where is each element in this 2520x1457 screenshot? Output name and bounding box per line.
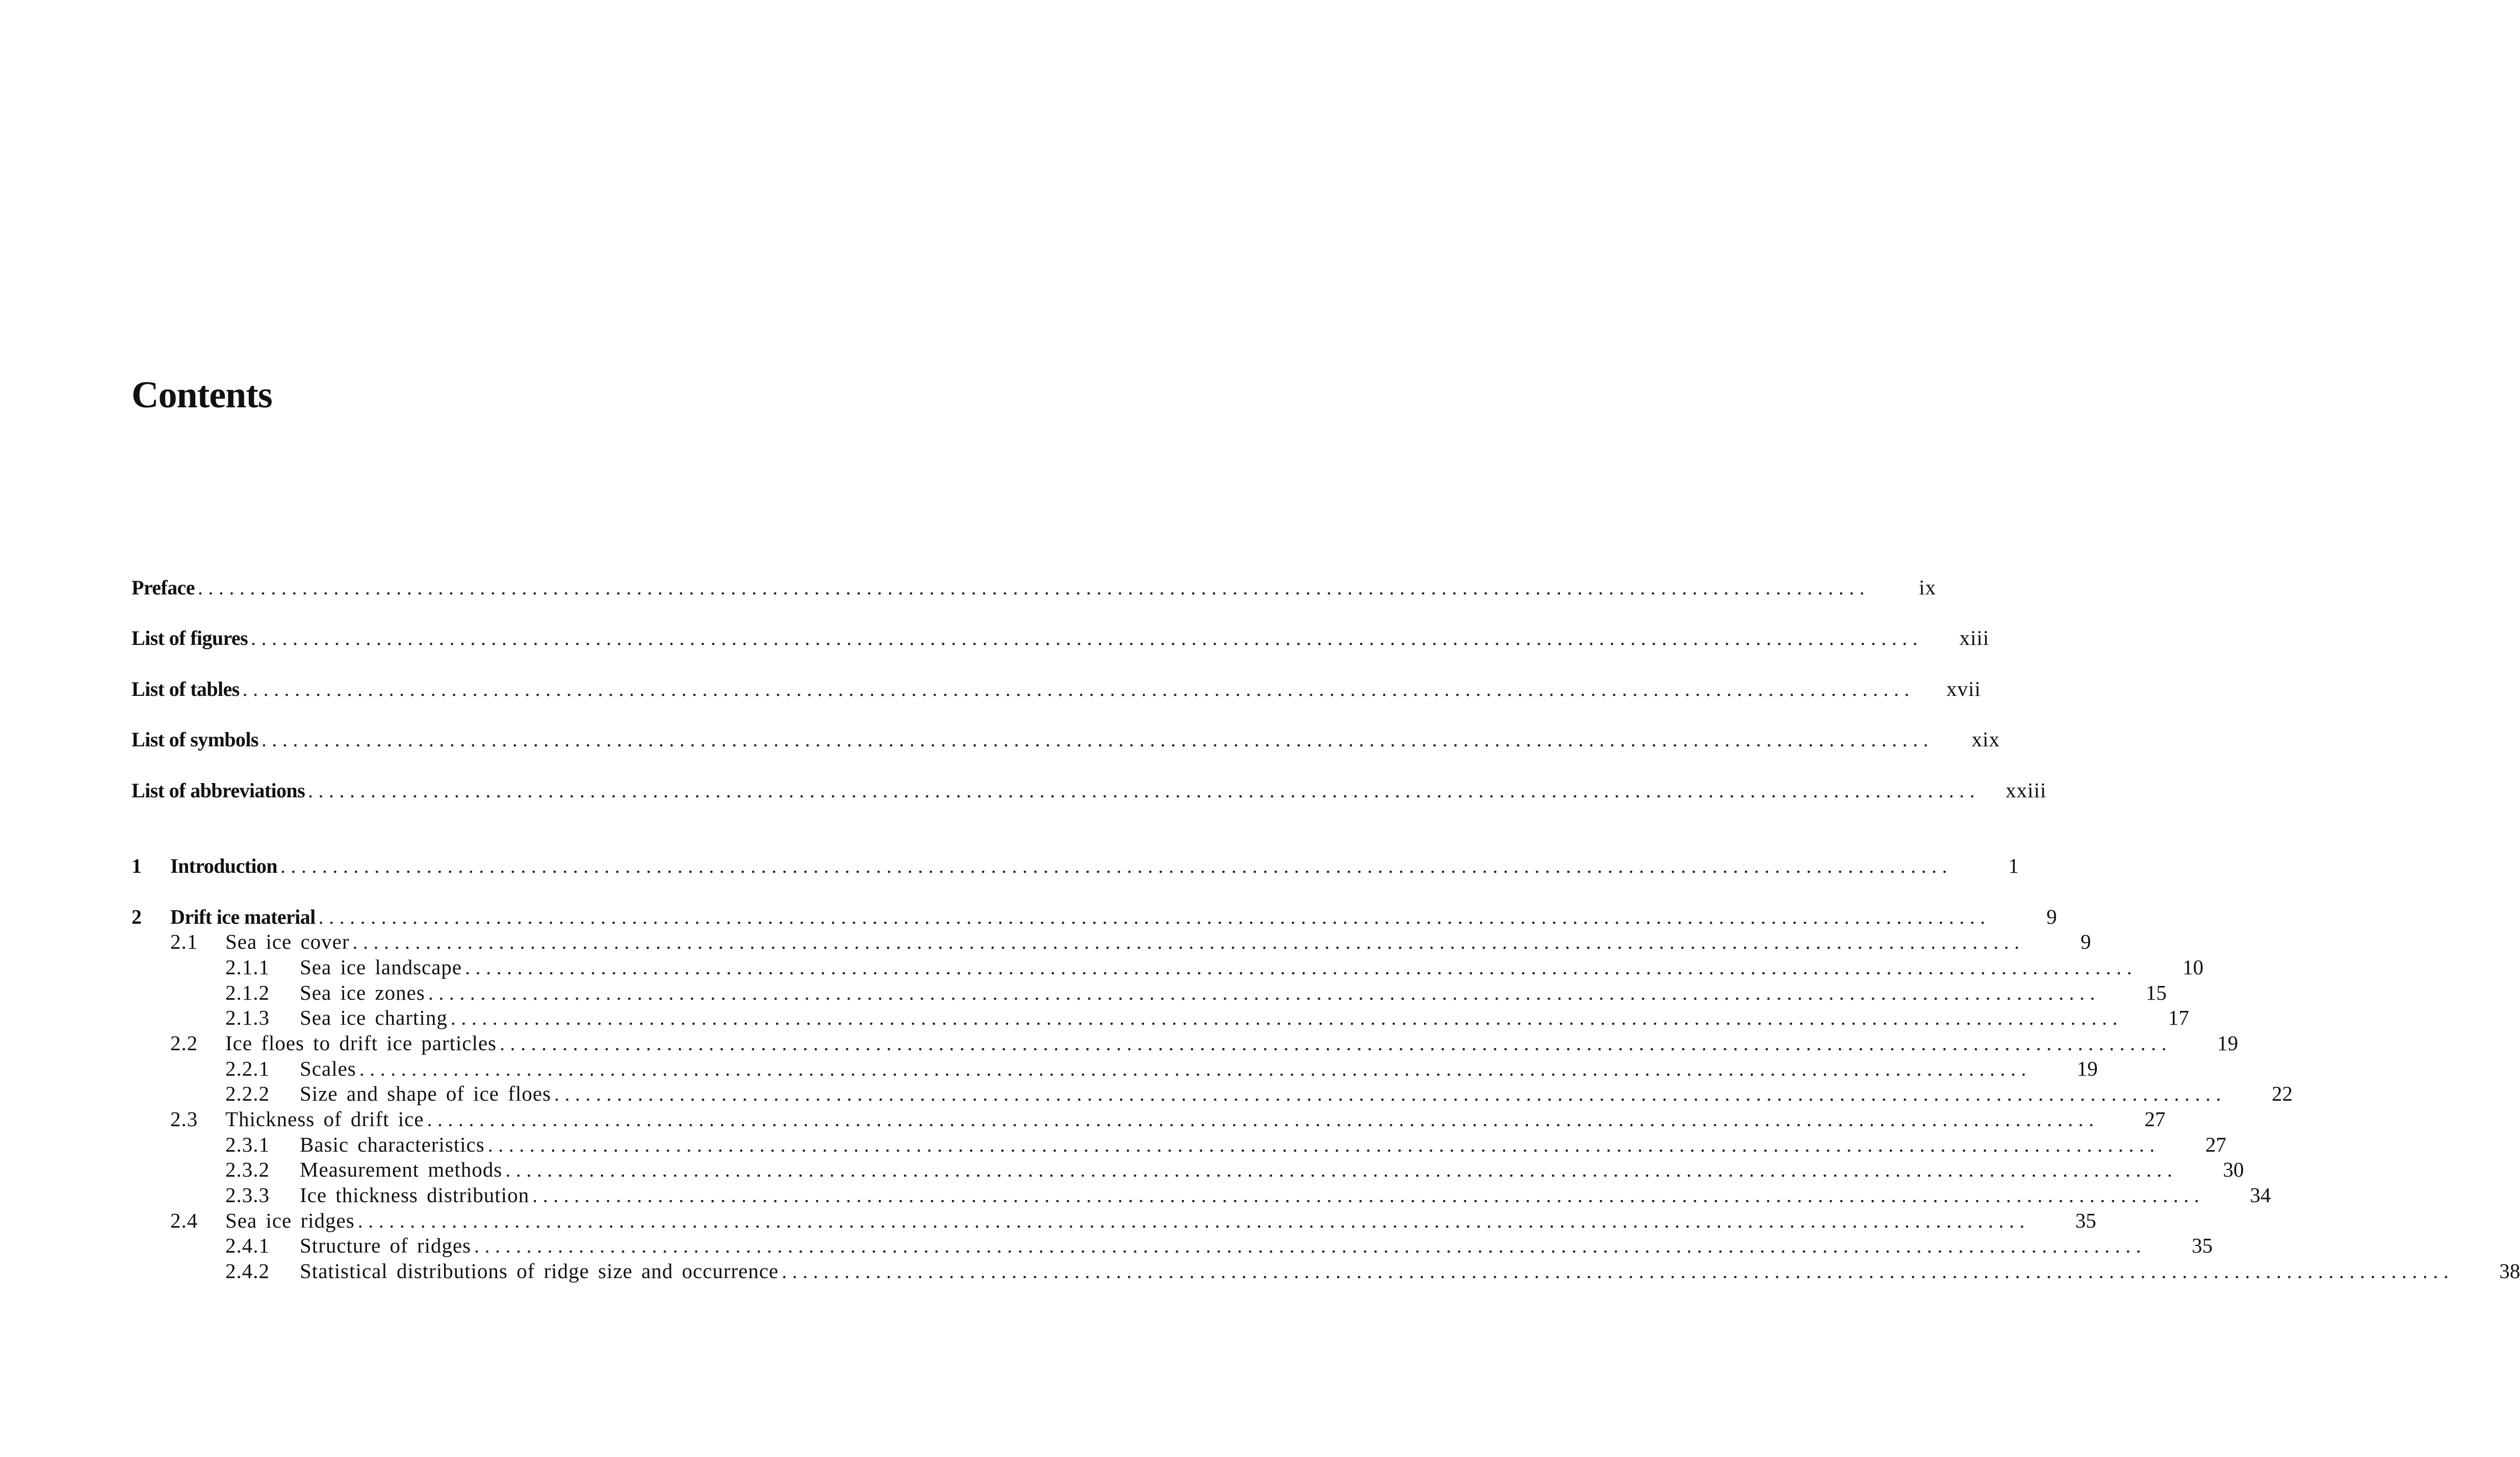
toc-page-number: 38 <box>2499 1259 2520 1283</box>
toc-entry-label: Thickness of drift ice <box>225 1107 424 1131</box>
toc-entry-section[interactable] <box>132 1031 2239 1056</box>
toc-entry-number: 2.3.3 <box>225 1183 270 1207</box>
toc-entry-subsection[interactable] <box>132 1157 2244 1183</box>
toc-page-number: xxiii <box>2006 778 2047 802</box>
toc-entry-preface[interactable] <box>132 575 1936 601</box>
toc-page-number: 27 <box>2205 1133 2226 1156</box>
dot-leader: ................................................................................................................................................................ <box>554 1082 2227 1105</box>
dot-leader: ................................................................................................................................................................ <box>357 1209 2030 1232</box>
toc-entry-label: Structure of ridges <box>300 1234 472 1257</box>
toc-entry-subsection[interactable] <box>132 1056 2098 1082</box>
toc-entry-label: Ice thickness distribution <box>300 1183 530 1207</box>
toc-entry-number: 2.3 <box>170 1107 198 1131</box>
toc-entry-subsection[interactable] <box>132 1259 2520 1284</box>
dot-leader: ................................................................................................................................................................ <box>450 1006 2123 1029</box>
toc-entry-list-of-figures[interactable] <box>132 626 1990 651</box>
toc-entry-label: Size and shape of ice floes <box>300 1082 552 1105</box>
toc-page-number: 35 <box>2075 1209 2096 1232</box>
toc-entry-number: 2.1.2 <box>225 981 270 1004</box>
toc-page-number: ix <box>1918 576 1936 599</box>
dot-leader: ................................................................................................................................................................ <box>308 779 1981 802</box>
toc-entry-label: Sea ice zones <box>300 981 425 1004</box>
toc-entry-label: Sea ice cover <box>225 930 350 953</box>
toc-entry-label: Drift ice material <box>170 905 316 928</box>
toc-page-number: 9 <box>2046 905 2057 928</box>
toc-entry-number: 2.2.1 <box>225 1057 270 1080</box>
toc-entry-subsection[interactable] <box>132 1005 2189 1031</box>
dot-leader: ................................................................................................................................................................ <box>505 1158 2178 1181</box>
toc-page-number: 15 <box>2145 981 2167 1004</box>
toc-entry-label: Measurement methods <box>300 1158 503 1181</box>
toc-entry-number: 2.4.1 <box>225 1234 270 1257</box>
toc-entry-label: List of figures <box>132 627 248 649</box>
toc-entry-label: List of tables <box>132 678 240 700</box>
dot-leader: ................................................................................................................................................................ <box>428 981 2100 1004</box>
toc-entry-number: 2.2 <box>170 1031 198 1055</box>
toc-entry-number: 2.3.1 <box>225 1133 270 1156</box>
toc-entry-number: 2.1.3 <box>225 1006 270 1029</box>
toc-entry-label: Introduction <box>170 854 277 877</box>
toc-entry-subsection[interactable] <box>132 1183 2271 1208</box>
dot-leader: ................................................................................................................................................................ <box>318 905 1991 928</box>
toc-entry-list-of-abbreviations[interactable] <box>132 778 2047 803</box>
toc-entry-section[interactable] <box>132 1208 2096 1234</box>
toc-entry-list-of-symbols[interactable] <box>132 727 2000 752</box>
dot-leader: ................................................................................................................................................................ <box>197 576 1870 599</box>
toc-page-number: 22 <box>2272 1082 2293 1105</box>
toc-page-number: xix <box>1971 727 2000 751</box>
page-title: Contents <box>132 374 272 416</box>
toc-entry-label: Sea ice charting <box>300 1006 448 1029</box>
toc-page-number: 9 <box>2081 930 2091 953</box>
dot-leader: ................................................................................................................................................................ <box>261 728 1934 751</box>
dot-leader: ................................................................................................................................................................ <box>359 1057 2032 1080</box>
toc-entry-label: Sea ice landscape <box>300 955 462 979</box>
toc-entry-label: Basic characteristics <box>300 1133 485 1156</box>
dot-leader: ................................................................................................................................................................ <box>474 1234 2147 1257</box>
toc-page-number: 34 <box>2250 1183 2271 1207</box>
toc-entry-subsection[interactable] <box>132 955 2204 980</box>
toc-entry-chapter-1[interactable] <box>132 853 2019 879</box>
toc-page-number: 30 <box>2223 1158 2244 1181</box>
toc-page-number: xiii <box>1959 626 1990 649</box>
toc-entry-number: 2.4.2 <box>225 1259 270 1283</box>
toc-page-number: 17 <box>2168 1006 2189 1029</box>
toc-entry-label: Scales <box>300 1057 356 1080</box>
dot-leader: ................................................................................................................................................................ <box>782 1260 2454 1283</box>
toc-entry-subsection[interactable] <box>132 1233 2213 1259</box>
toc-entry-number: 2.2.2 <box>225 1082 270 1105</box>
dot-leader: ................................................................................................................................................................ <box>251 627 1924 649</box>
dot-leader: ................................................................................................................................................................ <box>352 930 2025 953</box>
toc-entry-section[interactable] <box>132 1107 2166 1132</box>
toc-entry-number: 2.4 <box>170 1209 198 1232</box>
toc-page-number: 19 <box>2076 1057 2098 1080</box>
dot-leader: ................................................................................................................................................................ <box>280 854 1953 877</box>
toc-entry-number: 2.1.1 <box>225 955 270 979</box>
toc-entry-label: Ice floes to drift ice particles <box>225 1031 497 1055</box>
dot-leader: ................................................................................................................................................................ <box>487 1133 2160 1156</box>
toc-entry-number: 1 <box>132 854 142 877</box>
toc-entry-subsection[interactable] <box>132 980 2167 1006</box>
dot-leader: ................................................................................................................................................................ <box>465 956 2138 979</box>
toc-entry-label: List of symbols <box>132 728 258 751</box>
toc-page-number: 1 <box>2008 854 2019 877</box>
toc-page-number: 10 <box>2183 955 2204 979</box>
toc-page-number: xvii <box>1946 677 1981 700</box>
toc-entry-label: Sea ice ridges <box>225 1209 355 1232</box>
dot-leader: ................................................................................................................................................................ <box>242 678 1915 700</box>
dot-leader: ................................................................................................................................................................ <box>427 1108 2099 1131</box>
toc-entry-section[interactable] <box>132 929 2091 955</box>
dot-leader: ................................................................................................................................................................ <box>500 1032 2172 1055</box>
toc-entry-label: Statistical distributions of ridge size and occurrence <box>300 1259 779 1283</box>
dot-leader: ................................................................................................................................................................ <box>532 1184 2205 1207</box>
toc-entry-label: List of abbreviations <box>132 779 305 802</box>
toc-entry-list-of-tables[interactable] <box>132 677 1981 702</box>
toc-entry-number: 2 <box>132 905 142 928</box>
toc-page-number: 27 <box>2144 1107 2166 1131</box>
toc-page-number: 35 <box>2192 1234 2213 1257</box>
toc-page-number: 19 <box>2217 1031 2239 1055</box>
toc-entry-label: Preface <box>132 576 195 599</box>
toc-entry-chapter-2[interactable] <box>132 904 2057 930</box>
toc-entry-number: 2.3.2 <box>225 1158 270 1181</box>
toc-entry-subsection[interactable] <box>132 1081 2293 1107</box>
toc-entry-subsection[interactable] <box>132 1132 2226 1158</box>
toc-entry-number: 2.1 <box>170 930 198 953</box>
